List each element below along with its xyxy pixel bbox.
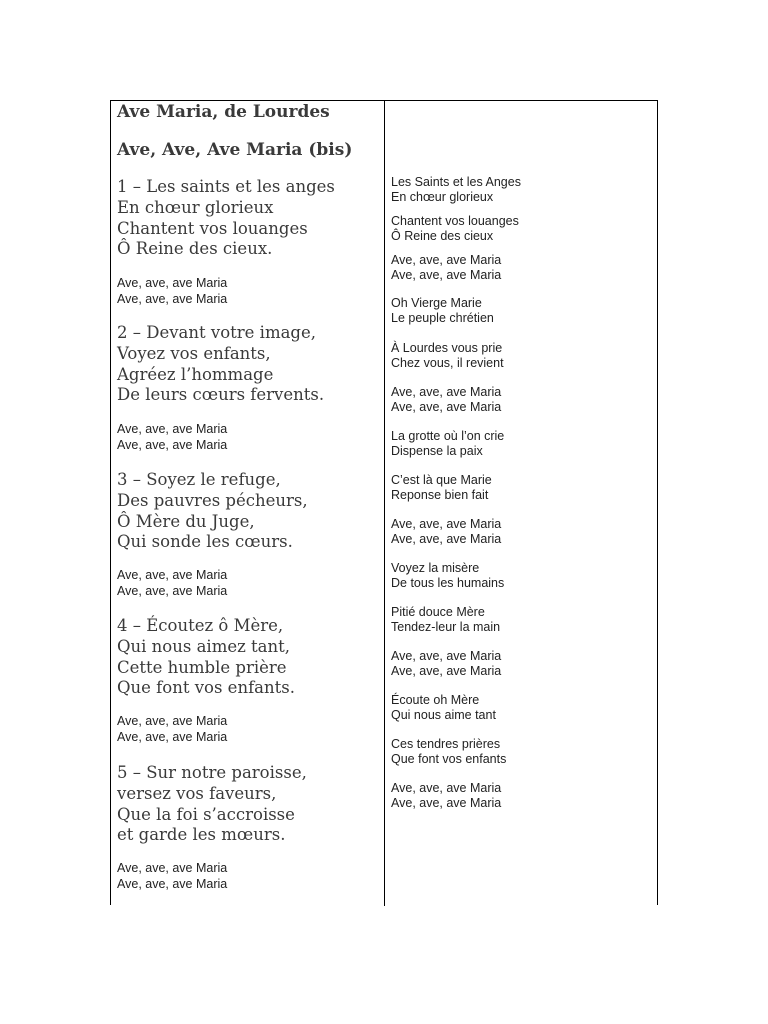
chorus-line: Ave, ave, ave Maria — [117, 568, 228, 582]
stanza-line: Reponse bien fait — [391, 488, 489, 502]
stanza-12 — [391, 649, 653, 679]
stanza-line: Ave, ave, ave Maria — [391, 532, 502, 546]
stanza-line: Le peuple chrétien — [391, 311, 494, 325]
stanza-6 — [391, 385, 653, 415]
stanza-line: Ave, ave, ave Maria — [391, 385, 502, 399]
verse-2 — [117, 323, 379, 406]
verse-3 — [117, 470, 379, 553]
verse-1 — [117, 177, 379, 260]
stanza-line: Que font vos enfants — [391, 752, 507, 766]
verse-line: Ô Mère du Juge, — [117, 511, 255, 531]
chorus-1 — [117, 276, 379, 307]
stanza-2 — [391, 214, 653, 244]
stanza-line: De tous les humains — [391, 576, 505, 590]
stanza-line: Ave, ave, ave Maria — [391, 649, 502, 663]
verse-line: Agréez l’hommage — [117, 364, 274, 384]
chorus-line: Ave, ave, ave Maria — [117, 276, 228, 290]
stanza-line: Chantent vos louanges — [391, 214, 519, 228]
stanza-line: C’est là que Marie — [391, 473, 492, 487]
chorus-line: Ave, ave, ave Maria — [117, 729, 228, 744]
verse-line: De leurs cœurs fervents. — [117, 385, 325, 405]
stanza-line: Pitié douce Mère — [391, 605, 485, 619]
chorus-line: Ave, ave, ave Maria — [117, 291, 228, 306]
verse-line: Ô Reine des cieux. — [117, 239, 273, 259]
stanza-line: Qui nous aime tant — [391, 708, 496, 722]
verse-line: Voyez vos enfants, — [117, 343, 271, 363]
chorus-2 — [117, 422, 379, 453]
stanza-line: Ave, ave, ave Maria — [391, 253, 502, 267]
verse-line: 5 – Sur notre paroisse, — [117, 763, 307, 782]
stanza-5 — [391, 341, 653, 371]
chorus-line: Ave, ave, ave Maria — [117, 876, 228, 891]
stanza-line: Ave, ave, ave Maria — [391, 664, 502, 678]
document-title: Ave Maria, de Lourdes — [117, 102, 330, 122]
verse-line: Que la foi s’accroisse — [117, 804, 295, 824]
chorus-4 — [117, 714, 379, 745]
refrain-heading: Ave, Ave, Ave Maria (bis) — [117, 140, 353, 160]
stanza-10 — [391, 561, 653, 591]
stanza-11 — [391, 605, 653, 635]
stanza-14 — [391, 737, 653, 767]
stanza-1 — [391, 175, 653, 205]
chorus-line: Ave, ave, ave Maria — [117, 714, 228, 728]
lyrics-table — [110, 100, 658, 905]
stanza-8 — [391, 473, 653, 503]
stanza-line: Ave, ave, ave Maria — [391, 268, 502, 282]
verse-line: En chœur glorieux — [117, 197, 274, 217]
verse-line: versez vos faveurs, — [117, 783, 277, 803]
stanza-line: Chez vous, il revient — [391, 356, 504, 370]
chorus-line: Ave, ave, ave Maria — [117, 422, 228, 436]
stanza-3 — [391, 253, 653, 283]
stanza-7 — [391, 429, 653, 459]
stanza-line: La grotte où l’on crie — [391, 429, 505, 443]
stanza-15 — [391, 781, 653, 811]
verse-line: Qui sonde les cœurs. — [117, 532, 293, 552]
chorus-line: Ave, ave, ave Maria — [117, 583, 228, 598]
stanza-line: Ave, ave, ave Maria — [391, 400, 502, 414]
verse-5 — [117, 763, 379, 846]
verse-line: et garde les mœurs. — [117, 825, 286, 845]
stanza-line: Ave, ave, ave Maria — [391, 796, 502, 810]
stanza-13 — [391, 693, 653, 723]
verse-line: Que font vos enfants. — [117, 678, 295, 698]
verse-line: Chantent vos louanges — [117, 218, 308, 238]
verse-4 — [117, 616, 379, 699]
stanza-line: En chœur glorieux — [391, 190, 494, 204]
stanza-line: Dispense la paix — [391, 444, 483, 458]
column-divider — [384, 101, 385, 906]
stanza-line: Écoute oh Mère — [391, 693, 480, 707]
verse-line: 3 – Soyez le refuge, — [117, 470, 281, 489]
stanza-line: Tendez-leur la main — [391, 620, 501, 634]
verse-line: 4 – Écoutez ô Mère, — [117, 616, 284, 635]
chorus-line: Ave, ave, ave Maria — [117, 437, 228, 452]
stanza-line: Ave, ave, ave Maria — [391, 781, 502, 795]
verse-line: Qui nous aimez tant, — [117, 636, 291, 656]
chorus-3 — [117, 568, 379, 599]
verse-line: 1 – Les saints et les anges — [117, 177, 335, 196]
stanza-4 — [391, 296, 653, 326]
stanza-line: À Lourdes vous prie — [391, 341, 503, 355]
chorus-5 — [117, 861, 379, 892]
stanza-line: Ô Reine des cieux — [391, 229, 494, 243]
chorus-line: Ave, ave, ave Maria — [117, 861, 228, 875]
verse-line: Cette humble prière — [117, 657, 287, 677]
stanza-line: Voyez la misère — [391, 561, 480, 575]
stanza-line: Ces tendres prières — [391, 737, 501, 751]
verse-line: 2 – Devant votre image, — [117, 323, 317, 342]
stanza-line: Ave, ave, ave Maria — [391, 517, 502, 531]
stanza-line: Oh Vierge Marie — [391, 296, 482, 310]
stanza-line: Les Saints et les Anges — [391, 175, 521, 189]
verse-line: Des pauvres pécheurs, — [117, 490, 308, 510]
stanza-9 — [391, 517, 653, 547]
